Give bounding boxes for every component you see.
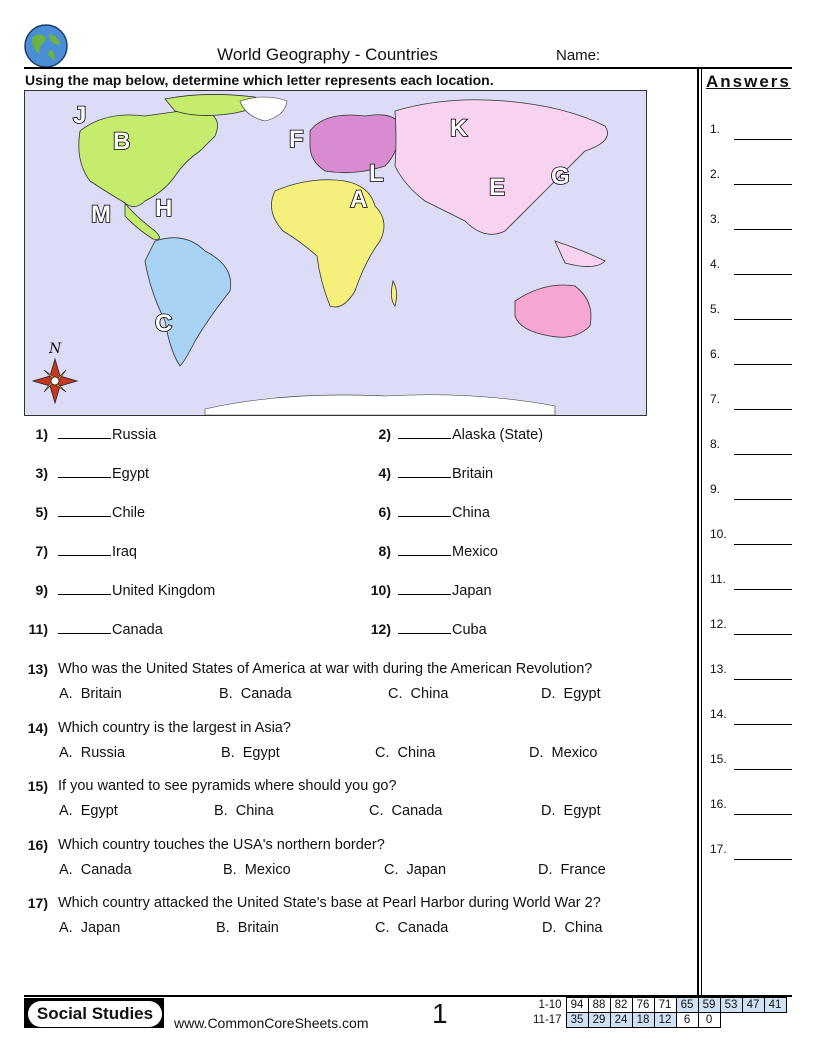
answer-choice[interactable]: D. Egypt [541,686,601,702]
north-america-shape [79,109,218,207]
matching-item [398,465,493,482]
answer-choice[interactable]: B. Britain [216,920,279,936]
answer-blank[interactable] [734,499,792,500]
score-cell: 29 [588,1013,610,1028]
score-cell: 94 [566,998,588,1013]
answer-row [710,437,792,455]
answer-blank[interactable] [734,634,792,635]
answer-choice[interactable]: C. Canada [369,803,443,819]
question-number: 13) [27,661,48,677]
worksheet-title: World Geography - Countries [217,45,438,64]
matching-number: 10) [370,582,391,598]
matching-item [398,504,490,521]
answer-number: 2. [710,167,721,181]
answer-blank[interactable] [734,589,792,590]
matching-text: Chile [112,505,146,521]
answer-blank[interactable] [734,139,792,140]
answers-title: Answers [706,72,791,91]
matching-number: 12) [370,621,391,637]
map-label-j: J [73,102,87,129]
answer-choice[interactable]: A. Russia [59,744,126,761]
question-text: Who was the United States of America at war with during the American Revolution? [58,661,593,677]
score-cell: 65 [676,998,698,1013]
matching-number: 4) [378,465,391,481]
answer-blank[interactable] [734,679,792,680]
score-cell: 82 [610,998,632,1013]
map-label-f: F [289,126,304,153]
matching-blank[interactable] [58,426,111,439]
matching-blank[interactable] [58,582,111,595]
site-url: www.CommonCoreSheets.com [174,1015,369,1031]
matching-blank[interactable] [398,504,451,517]
score-cell: 53 [720,998,742,1013]
answer-blank[interactable] [734,544,792,545]
question-number: 14) [27,719,48,736]
matching-blank[interactable] [58,621,111,634]
matching-text: Britain [452,466,494,482]
matching-blank[interactable] [58,465,111,478]
question-text: Which country attacked the United State's base at Pearl Harbor during World War 2? [58,895,601,911]
answer-row [710,122,792,140]
score-cell: 71 [654,998,676,1013]
score-row-label: 1-10 [538,999,562,1011]
matching-number: 8) [378,543,391,559]
score-cell: 88 [588,998,610,1013]
answer-blank[interactable] [734,364,792,365]
answer-choice[interactable]: A. Canada [59,861,132,878]
matching-number: 11) [28,621,48,637]
map-label-l: L [369,160,384,187]
score-cell: 6 [676,1013,698,1028]
score-cell: 76 [632,998,654,1013]
australia-shape [515,285,591,337]
matching-item [58,465,149,482]
answer-row [710,392,792,410]
answer-number: 16. [710,797,727,811]
answer-blank[interactable] [734,409,792,410]
answer-blank[interactable] [734,184,792,185]
answer-number: 10. [710,527,727,541]
answer-choice[interactable]: B. Egypt [221,744,280,761]
matching-item [398,582,492,599]
matching-item [58,543,137,560]
map-label-g: G [551,163,570,190]
answers-divider-inner [701,67,702,995]
map-label-e: E [489,174,506,201]
answer-choice[interactable]: D. France [538,861,606,878]
answer-row [710,662,792,680]
score-row-label: 11-17 [533,1014,562,1026]
answer-number: 1. [710,122,721,136]
matching-item [398,621,487,638]
answer-choice[interactable]: D. Mexico [529,744,598,761]
matching-blank[interactable] [398,465,451,478]
score-cell: 12 [654,1013,676,1028]
answer-blank[interactable] [734,274,792,275]
answer-row [710,707,792,725]
answer-row [710,617,792,635]
answer-number: 14. [710,707,727,721]
answer-choice[interactable]: A. Japan [59,920,121,936]
matching-blank[interactable] [398,582,451,595]
answer-number: 6. [710,347,721,361]
answer-choice[interactable]: A. Egypt [59,803,118,819]
matching-blank[interactable] [398,543,451,556]
answer-number: 13. [710,662,727,676]
page-number: 1 [432,998,448,1029]
answer-choice[interactable]: B. China [214,803,274,819]
answer-row [710,797,792,815]
answer-row [710,212,792,230]
answer-number: 15. [710,752,727,766]
answer-row [710,167,792,185]
answer-number: 12. [710,617,727,631]
matching-text: Russia [112,427,157,443]
answer-choice[interactable]: C. Japan [384,861,447,878]
answer-row [710,302,792,320]
score-cell: 18 [632,1013,654,1028]
matching-number: 7) [35,543,48,559]
answers-divider [697,67,699,995]
map-label-h: H [155,195,173,222]
answer-choice[interactable]: C. Canada [375,920,449,936]
south-america-shape [145,238,231,366]
matching-blank[interactable] [398,621,451,634]
matching-number: 3) [35,465,48,481]
compass-rose-icon [33,359,77,403]
answer-blank[interactable] [734,724,792,725]
answer-number: 17. [710,842,727,856]
score-cell: 24 [610,1013,632,1028]
answer-row [710,482,792,500]
matching-item [58,621,163,638]
score-table [530,997,787,1028]
header-rule [24,67,792,69]
matching-item [58,504,145,521]
answer-number: 4. [710,257,721,271]
answer-blank[interactable] [734,454,792,455]
europe-shape [310,115,400,173]
question-number: 15) [27,778,48,794]
answer-row [710,752,792,770]
question-text: Which country touches the USA's northern border? [58,836,385,853]
matching-text: Egypt [112,466,150,482]
answer-number: 11. [710,572,726,586]
matching-blank[interactable] [58,543,111,556]
score-cell: 47 [742,998,764,1013]
name-label: Name: [556,47,601,64]
answer-blank[interactable] [734,769,792,770]
matching-number: 2) [378,426,391,442]
answer-choice[interactable]: D. China [542,920,603,936]
answer-row [710,527,792,545]
matching-text: Alaska (State) [452,427,544,443]
question-number: 17) [27,895,48,911]
answer-number: 5. [710,302,721,316]
matching-blank[interactable] [58,504,111,517]
answer-blank[interactable] [734,814,792,815]
answer-choice[interactable]: A. Britain [59,686,122,702]
world-map-svg [25,91,646,415]
map-label-k: K [450,115,468,142]
compass-north-label: N [49,341,62,357]
answer-choice[interactable]: D. Egypt [541,803,601,819]
question-text: Which country is the largest in Asia? [58,719,291,736]
question-text: If you wanted to see pyramids where should you go? [58,778,397,794]
answer-number: 3. [710,212,721,226]
map-label-a: A [350,186,368,213]
answer-row [710,347,792,365]
matching-item [58,582,215,599]
matching-item [398,426,543,443]
answer-number: 7. [710,392,721,406]
question-number: 16) [27,836,48,853]
answer-number: 8. [710,437,721,451]
matching-number: 9) [35,582,48,598]
answer-row [710,842,792,860]
answer-blank[interactable] [734,859,792,860]
answer-blank[interactable] [734,319,792,320]
matching-number: 6) [378,504,391,520]
answer-number: 9. [710,482,721,496]
matching-text: United Kingdom [112,583,216,599]
matching-text: Mexico [452,544,498,560]
map-label-b: B [113,128,131,155]
matching-item [58,426,156,443]
matching-text: Cuba [452,622,487,638]
score-row [530,1013,786,1028]
instructions: Using the map below, determine which letter represents each location. [25,72,494,88]
matching-number: 5) [35,504,48,520]
answer-blank[interactable] [734,229,792,230]
score-cell: 0 [698,1013,720,1028]
score-cell: 41 [764,998,786,1013]
answer-choice[interactable]: B. Canada [219,686,292,702]
score-cell: 35 [566,1013,588,1028]
map-label-c: C [155,310,173,337]
answer-row [710,257,792,275]
matching-text: Japan [452,583,492,599]
score-row [530,998,786,1013]
matching-number: 1) [35,426,48,442]
answer-choice[interactable]: C. China [375,744,436,761]
answer-choice[interactable]: B. Mexico [223,861,291,878]
matching-item [398,543,498,560]
subject-badge: Social Studies [28,1001,162,1027]
answer-row [710,572,792,590]
map-label-m: M [91,201,111,228]
matching-blank[interactable] [398,426,451,439]
matching-text: Iraq [112,544,137,560]
matching-text: Canada [112,622,163,638]
asia-shape [395,100,608,235]
matching-text: China [452,505,490,521]
world-map [24,90,647,416]
score-cell: 59 [698,998,720,1013]
answer-choice[interactable]: C. China [388,686,449,702]
